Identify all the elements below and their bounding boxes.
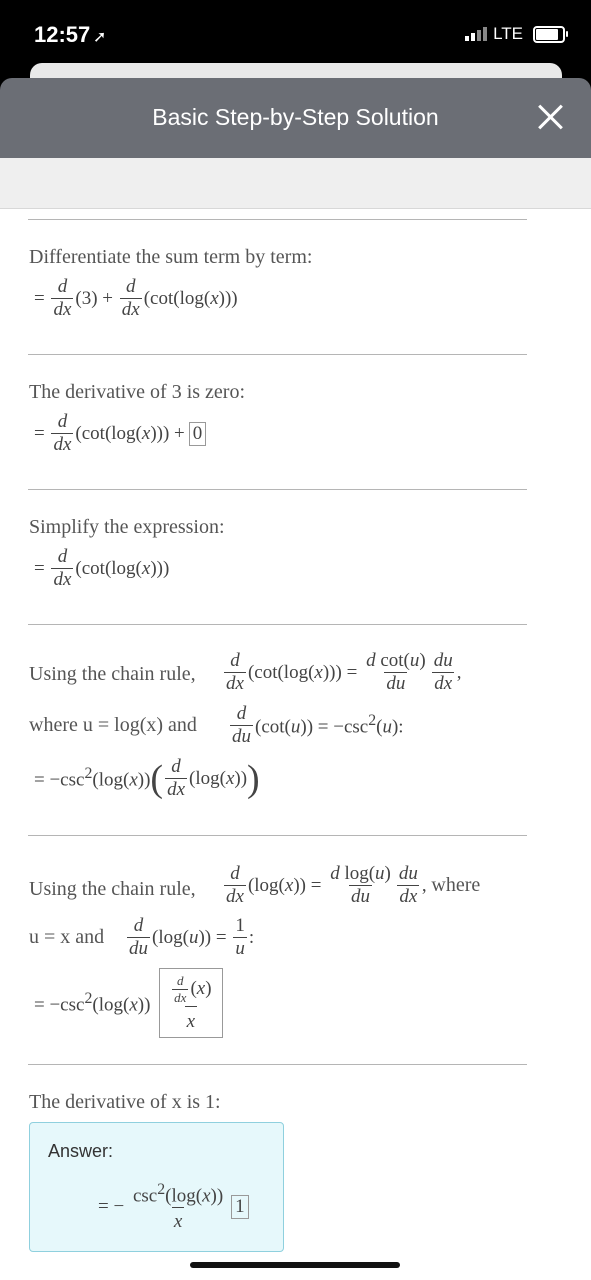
step-2-math: = $\frac{d}{dx}$ (cot(log(x))) + 0 (34, 411, 206, 456)
answer-box (29, 1122, 284, 1252)
step-4-text: Using the chain rule, (29, 663, 196, 685)
home-indicator[interactable] (190, 1262, 400, 1268)
step-4-result: = $-\csc^2(\log(x))$ ( $\frac{d}{dx}$ (log(x)) ) (34, 756, 260, 800)
network-type: LTE (493, 24, 523, 43)
divider (28, 354, 527, 355)
divider (28, 219, 527, 220)
step-4-chain-rule: $\frac{d}{dx}$ (cot(log(x))) = $\frac{\text{d cot(u)}}{du}$ $\frac{du}{dx}$ , (226, 650, 462, 694)
step-5-where: where (431, 874, 481, 896)
divider (28, 835, 527, 836)
signal-bars-icon (465, 27, 487, 41)
solution-content (0, 158, 591, 1280)
step-5-where-math: $\frac{d}{du}$ (log(u)) = $\frac{1}{u}$ : (129, 915, 255, 959)
status-right (465, 24, 565, 44)
divider (28, 489, 527, 490)
step-3-text: Simplify the expression: (29, 516, 225, 538)
step-1-math: = $\frac{d}{dx}$ (3) + $\frac{d}{dx}$ (cot(log(x))) (34, 276, 238, 320)
step-6-text: The derivative of x is 1: (29, 1091, 221, 1113)
close-icon[interactable] (537, 104, 563, 130)
modal-title: Basic Step-by-Step Solution (152, 104, 439, 130)
step-5-chain-rule: $\frac{d}{dx}$ (log(x)) = $\frac{\text{d log(u)}}{du}$ $\frac{du}{dx}$ , where (226, 863, 481, 907)
step-5-text: Using the chain rule, (29, 878, 196, 900)
divider (28, 624, 527, 625)
step-5-line2: u = x and (29, 926, 105, 948)
answer-math: = − $\frac{\csc^2(\log(x))}{x}$ 1 (98, 1181, 249, 1233)
status-bar (0, 0, 591, 70)
step-4-where: where u = log(x) and (29, 714, 197, 736)
answer-label: Answer: (48, 1141, 114, 1161)
step-1-text: Differentiate the sum term by term: (29, 246, 313, 268)
location-arrow-icon: ➚ (93, 29, 107, 46)
step-5-result: = $-\csc^2(\log(x))$ $\frac{d}{dx}$ (x) x (34, 968, 223, 1038)
toolbar-band (0, 158, 591, 209)
status-time: 12:57 (34, 22, 91, 47)
step-3-math: = $\frac{d}{dx}$ (cot(log(x))) (34, 546, 170, 590)
divider (28, 1064, 527, 1065)
modal-header (0, 78, 591, 158)
step-4-where-math: $\frac{d}{du}$ $(\cot(u)) = -\csc^2(u)$: (232, 703, 404, 747)
step-2-text: The derivative of 3 is zero: (29, 381, 246, 403)
battery-icon (533, 26, 565, 43)
